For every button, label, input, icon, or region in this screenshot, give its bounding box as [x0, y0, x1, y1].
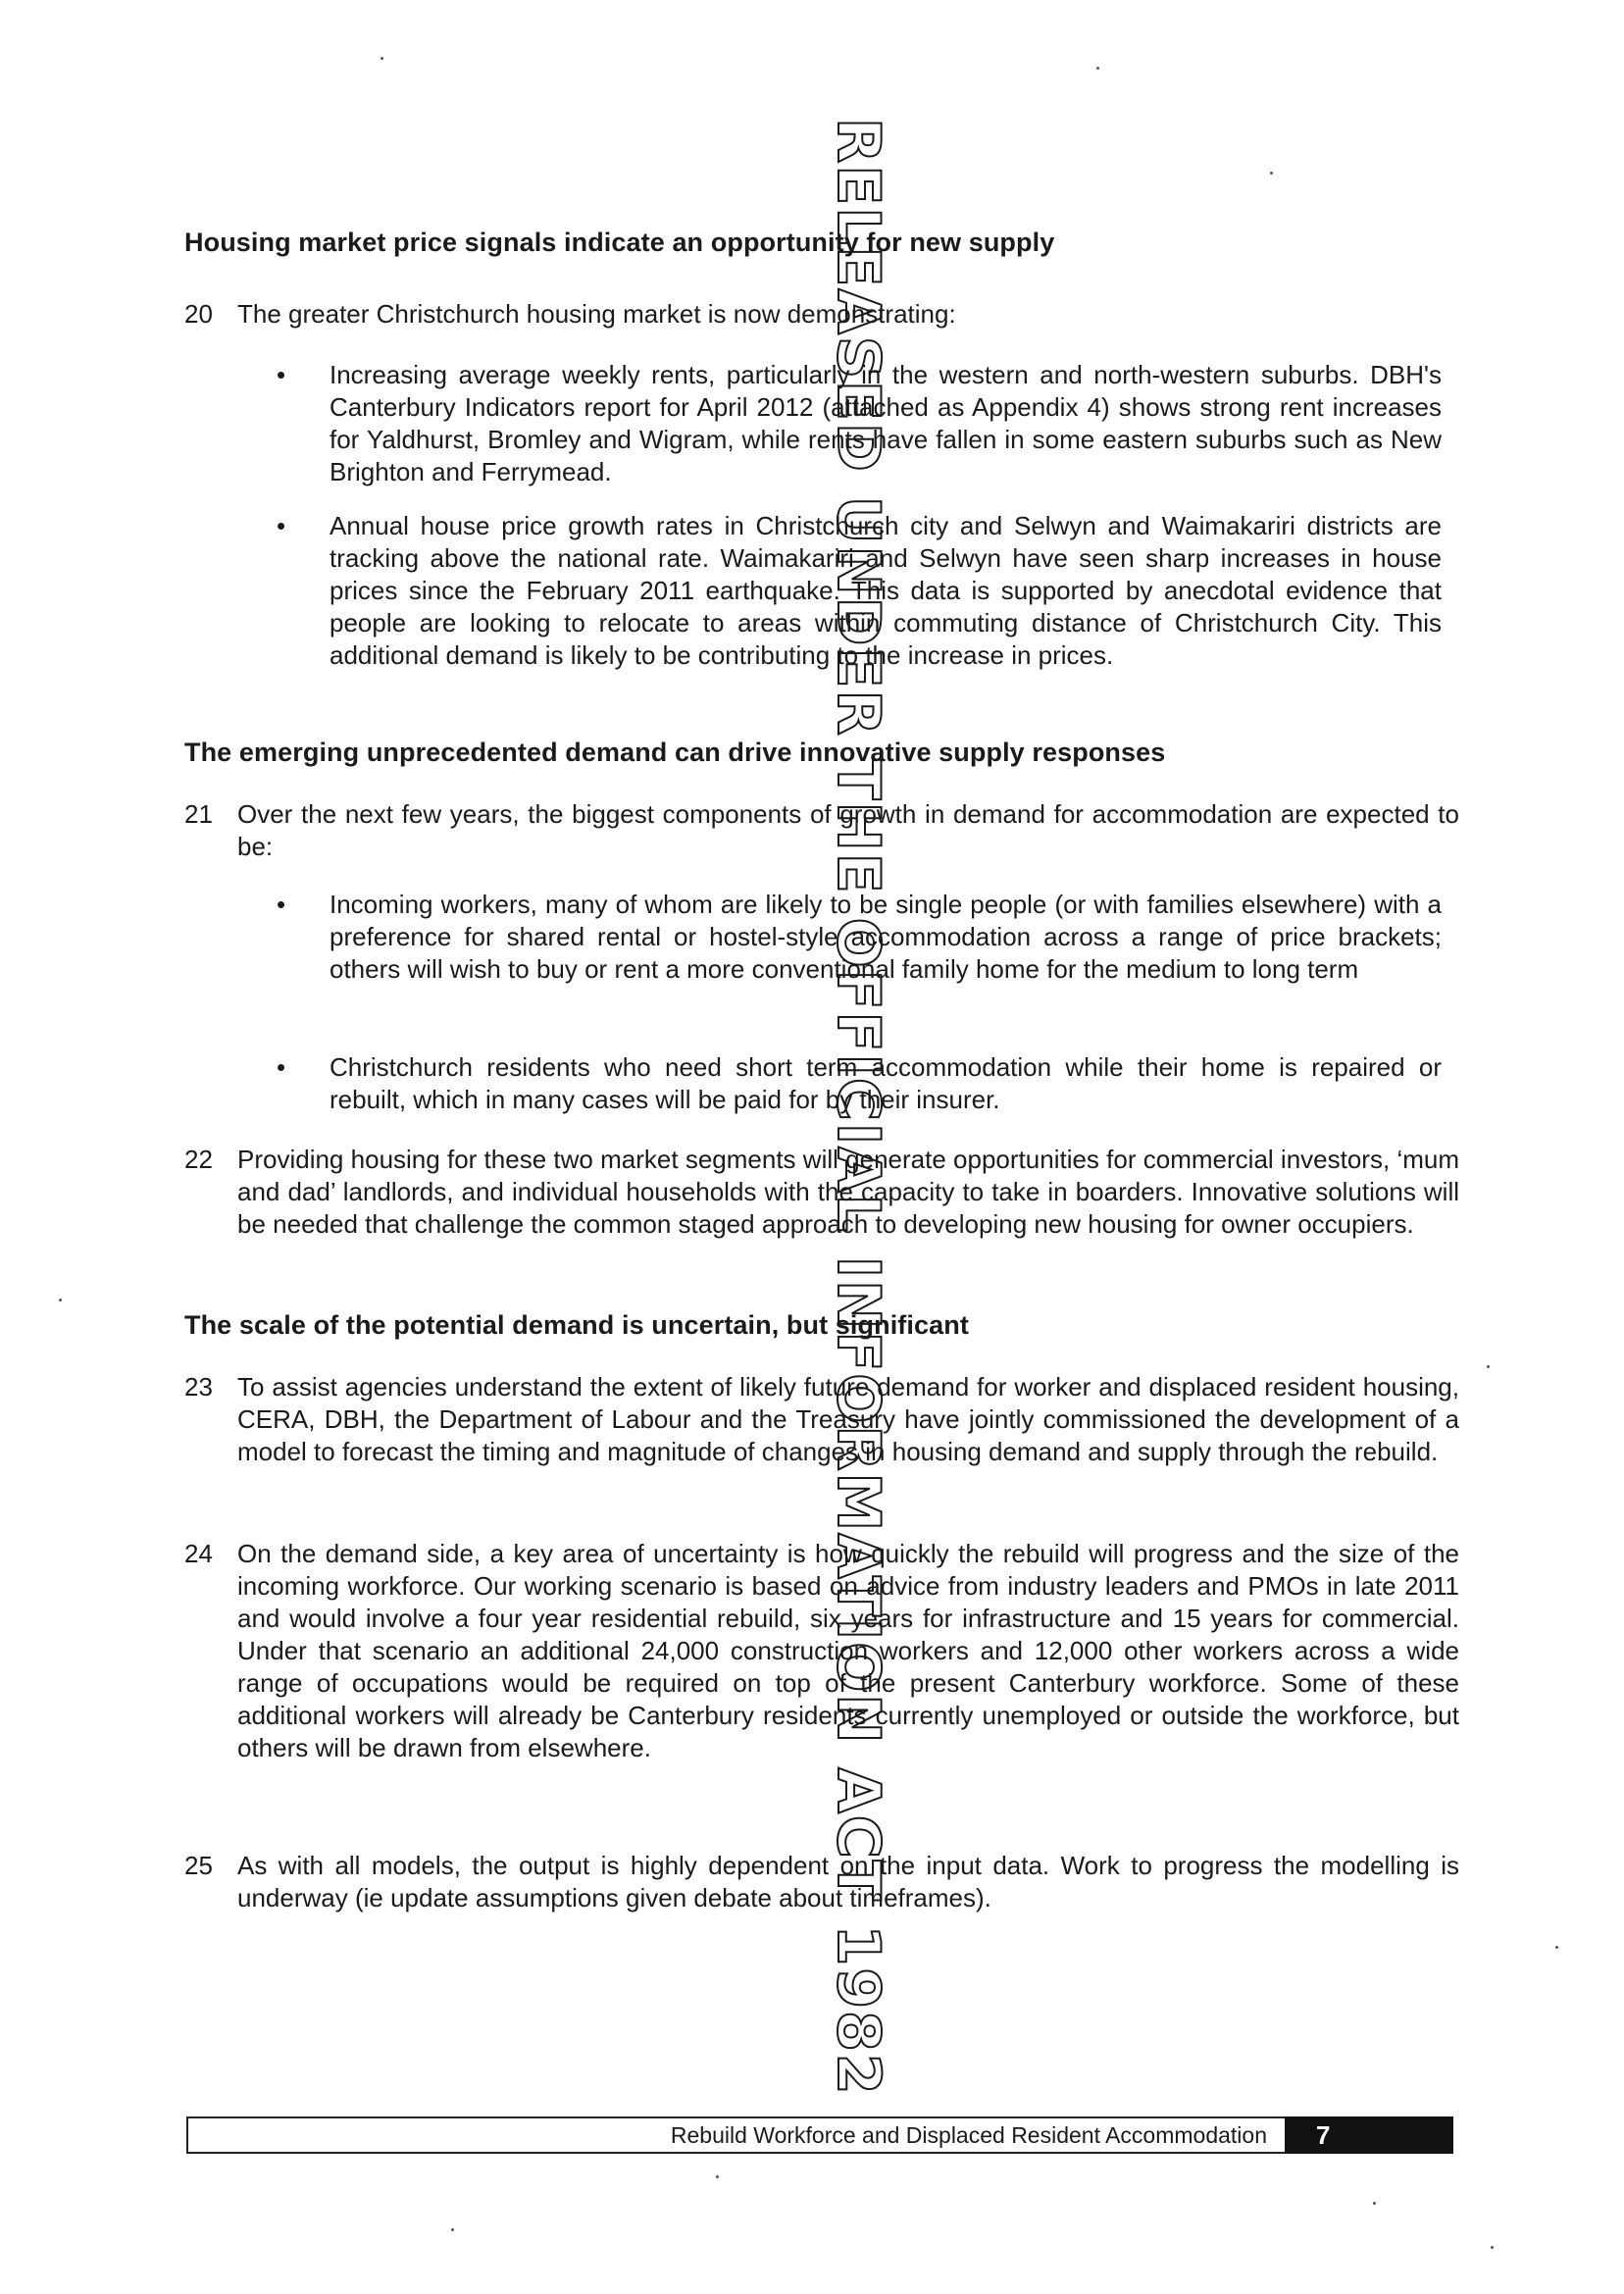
- paragraph-21: [184, 798, 1459, 863]
- bullet-incoming-workers: [277, 889, 1442, 986]
- page-footer: [186, 2116, 1453, 2154]
- footer-title: Rebuild Workforce and Displaced Resident Accommodation: [670, 2122, 1267, 2148]
- section-heading-demand: The emerging unprecedented demand can drive innovative supply responses: [184, 738, 1166, 767]
- paragraph-number: 23: [184, 1372, 213, 1402]
- paragraph-number: 22: [184, 1145, 213, 1174]
- paragraph-number: 25: [184, 1851, 213, 1880]
- bullet-icon: •: [277, 1052, 286, 1082]
- scan-speck: [1270, 172, 1273, 175]
- scan-speck: [1487, 1365, 1490, 1368]
- paragraph-number: 24: [184, 1539, 213, 1568]
- paragraph-25: [184, 1850, 1459, 1914]
- paragraph-text: The greater Christchurch housing market is now demonstrating:: [237, 299, 956, 329]
- paragraph-23: [184, 1371, 1459, 1468]
- paragraph-number: 21: [184, 799, 213, 829]
- section-heading-supply: Housing market price signals indicate an opportunity for new supply: [184, 228, 1055, 257]
- paragraph-text: As with all models, the output is highly dependent on the input data. Work to progress the modelling is underway (ie update assumptions given debate about timeframes).: [237, 1851, 1459, 1912]
- bullet-text: Increasing average weekly rents, particularly in the western and north-western suburbs. DBH's Canterbury Indicators report for April 2012 (attached as Appendix 4) shows strong rent increases for Yaldhurst, Bromley and Wigram, while rents have fallen in some eastern suburbs such as New Brighton and Ferrymead.: [330, 360, 1442, 486]
- bullet-house-prices: [277, 510, 1442, 672]
- bullet-residents: [277, 1051, 1442, 1116]
- bullet-icon: •: [277, 890, 286, 919]
- scan-speck: [1096, 67, 1099, 70]
- scan-speck: [451, 2228, 454, 2231]
- scan-speck: [1373, 2202, 1376, 2205]
- release-stamp-text: RELEASED UNDER THE OFFICIAL INFORMATION ACT 1982: [824, 118, 892, 2097]
- bullet-icon: •: [277, 360, 286, 389]
- scan-speck: [59, 1299, 62, 1301]
- bullet-rents: [277, 359, 1442, 488]
- paragraph-22: [184, 1144, 1459, 1241]
- section-heading-scale: The scale of the potential demand is uncertain, but significant: [184, 1310, 969, 1340]
- scan-speck: [716, 2175, 719, 2178]
- paragraph-text: On the demand side, a key area of uncertainty is how quickly the rebuild will progress and the size of the incoming workforce. Our working scenario is based on advice from industry leaders and PMOs in late 2011 and would involve a four year residential rebuild, six years for infrastructure and 15 years for commercial. Under that scenario an additional 24,000 construction workers and 12,000 other workers across a wide range of occupations would be required on top of the present Canterbury workforce. Some of these additional workers will already be Canterbury residents currently unemployed or outside the workforce, but others will be drawn from elsewhere.: [237, 1539, 1459, 1762]
- paragraph-text: To assist agencies understand the extent of likely future demand for worker and displaced resident housing, CERA, DBH, the Department of Labour and the Treasury have jointly commissioned the development of a model to forecast the timing and magnitude of changes in housing demand and supply through the rebuild.: [237, 1372, 1459, 1466]
- bullet-icon: •: [277, 511, 286, 540]
- scan-speck: [1491, 2246, 1494, 2249]
- paragraph-text: Providing housing for these two market segments will generate opportunities for commercial investors, ‘mum and dad’ landlords, and individual households with the capacity to take in boarders. Innovative solutions will be needed that challenge the common staged approach to developing new housing for owner occupiers.: [237, 1145, 1459, 1239]
- paragraph-text: Over the next few years, the biggest components of growth in demand for accommodation are expected to be:: [237, 799, 1459, 861]
- scan-speck: [1555, 1946, 1558, 1949]
- scan-speck: [381, 57, 383, 60]
- paragraph-24: [184, 1538, 1459, 1764]
- paragraph-number: 20: [184, 299, 213, 329]
- bullet-text: Christchurch residents who need short term accommodation while their home is repaired or rebuilt, which in many cases will be paid for by their insurer.: [330, 1052, 1442, 1114]
- bullet-text: Annual house price growth rates in Christchurch city and Selwyn and Waimakariri districts are tracking above the national rate. Waimakariri and Selwyn have seen sharp increases in house prices since the February 2011 earthquake. This data is supported by anecdotal evidence that people are looking to relocate to areas within commuting distance of Christchurch City. This additional demand is likely to be contributing to the increase in prices.: [330, 511, 1442, 670]
- paragraph-20: [184, 298, 1459, 331]
- page-number: 7: [1285, 2116, 1453, 2154]
- bullet-text: Incoming workers, many of whom are likely to be single people (or with families elsewhere) with a preference for shared rental or hostel-style accommodation across a range of price brackets; others will wish to buy or rent a more conventional family home for the medium to long term: [330, 890, 1442, 984]
